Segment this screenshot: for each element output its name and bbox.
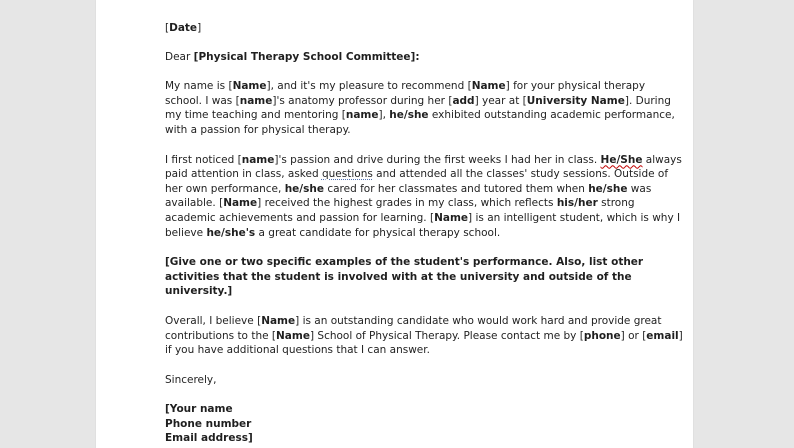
pronoun-placeholder: he/she's [206,226,256,239]
phone-placeholder: phone [583,329,621,342]
signature-email: Email address] [165,432,253,445]
greeting-line: Dear [Physical Therapy School Committee]: [165,50,420,63]
paragraph-intro: My name is [Name], and it's my pleasure to recommend [Name] for your physical therapy school. I was [name]'s anatomy professor during her [add] year at [University Name]. During my time teaching and mentoring [name], he/she exhibited outstanding academic performance, with a passion for physical therapy. [165,80,675,136]
pronoun-placeholder: he/she [284,182,324,195]
date-line: [Date] [165,22,202,34]
pronoun-placeholder: He/She [600,153,643,166]
email-placeholder: email [646,329,679,342]
letter-body [165,21,685,446]
closing-line: Sincerely, [165,373,217,386]
paragraph-closing-remarks: Overall, I believe [Name] is an outstanding candidate who would work hard and provide great contributions to the [Name] School of Physical Therapy. Please contact me by [phone] or [email] if you have additional questions that I can answer. [165,314,683,357]
year-placeholder: add [452,94,475,107]
name-placeholder: Name [276,329,310,342]
signature-name: [Your name [165,403,233,416]
signature-phone: Phone number [165,417,252,430]
name-placeholder: Name [232,80,267,93]
name-placeholder: Name [223,197,258,210]
pronoun-placeholder: he/she [588,182,628,195]
name-placeholder: name [241,153,275,166]
date-placeholder: Date [169,22,198,34]
name-placeholder: Name [434,211,469,224]
name-placeholder: Name [261,314,296,327]
name-placeholder: Name [471,80,506,93]
university-placeholder: University Name [526,94,625,107]
name-placeholder: name [345,109,379,122]
name-placeholder: name [239,94,273,107]
paragraph-instruction: [Give one or two specific examples of the student's performance. Also, list other activities that the student is involved with at the university and outside of the university.] [165,256,644,298]
grammar-flagged-word: questions [321,168,373,181]
pronoun-placeholder: he/she [389,109,429,122]
document-page [96,0,693,448]
pronoun-placeholder: his/her [556,197,598,210]
committee-placeholder: Physical Therapy School Committee [198,50,411,63]
paragraph-passion: I first noticed [name]'s passion and drive during the first weeks I had her in class. He/She always paid attention in class, asked questions and attended all the classes' study sessions. Outside of her own performance, he/she cared for her classmates and tutored them when he/she was available. [Name] received the highest grades in my class, which reflects his/her strong academic achievements and passion for learning. [Name] is an intelligent student, which is why I believe he/she's a great candidate for physical therapy school. [165,153,682,239]
